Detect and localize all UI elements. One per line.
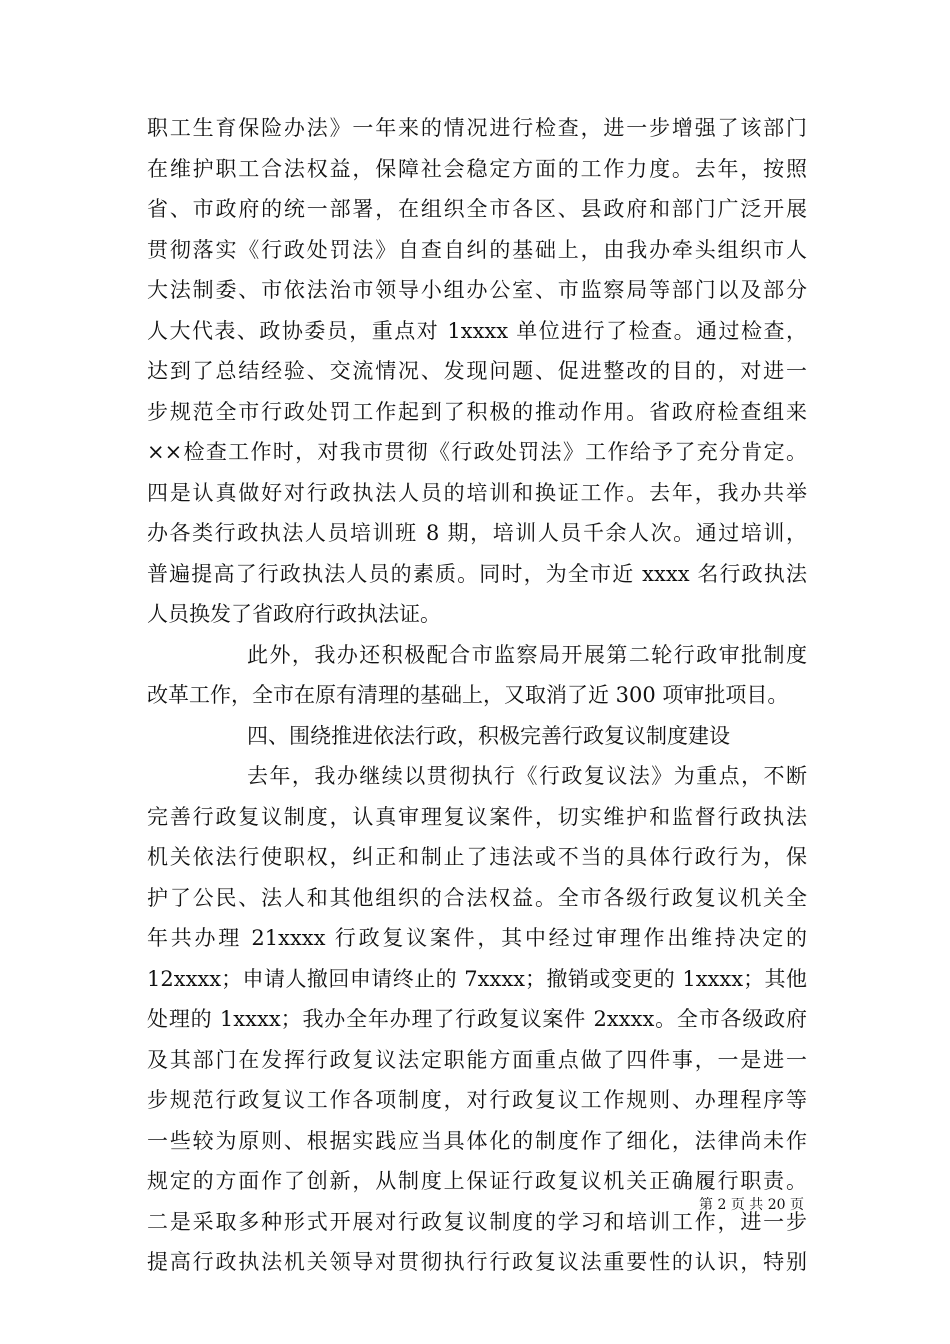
text-line-17: 去年，我办继续以贯彻执行《行政复议法》为重点，不断 (247, 764, 807, 788)
text-line-29: 提高行政执法机关领导对贯彻执行行政复议法重要性的认识，特别 (147, 1250, 807, 1274)
text-line-26: 一些较为原则、根据实践应当具体化的制度作了细化，法律尚未作 (147, 1128, 807, 1153)
text-line-9: ××检查工作时，对我市贯彻《行政处罚法》工作给予了充分肯定。 (147, 440, 807, 464)
text-line-24: 及其部门在发挥行政复议法定职能方面重点做了四件事，一是进一 (147, 1047, 807, 1072)
text-line-10: 四是认真做好对行政执法人员的培训和换证工作。去年，我办共举 (147, 480, 807, 505)
section-heading: 四、围绕推进依法行政，积极完善行政复议制度建设 (247, 723, 730, 748)
text-line-1: 职工生育保险办法》一年来的情况进行检查，进一步增强了该部门 (147, 116, 807, 140)
text-line-18: 完善行政复议制度，认真审理复议案件，切实维护和监督行政执法 (147, 804, 807, 829)
text-line-20: 护了公民、法人和其他组织的合法权益。全市各级行政复议机关全 (147, 885, 807, 910)
page-number-label: 第 2 页 共 20 页 (699, 1197, 804, 1213)
text-line-11: 办各类行政执法人员培训班 8 期，培训人员千余人次。通过培训， (147, 521, 807, 545)
text-line-21: 年共办理 21xxxx 行政复议案件，其中经过审理作出维持决定的 (147, 926, 807, 950)
text-line-19: 机关依法行使职权，纠正和制止了违法或不当的具体行政行为，保 (147, 845, 807, 869)
text-line-22: 12xxxx；申请人撤回申请终止的 7xxxx；撤销或变更的 1xxxx；其他 (147, 966, 807, 991)
text-line-8: 步规范全市行政处罚工作起到了积极的推动作用。省政府检查组来 (147, 399, 807, 424)
text-line-3: 省、市政府的统一部署，在组织全市各区、县政府和部门广泛开展 (147, 197, 807, 221)
text-line-25: 步规范行政复议工作各项制度，对行政复议工作规则、办理程序等 (147, 1088, 807, 1112)
text-line-13: 人员换发了省政府行政执法证。 (147, 602, 441, 626)
text-line-28: 二是采取多种形式开展对行政复议制度的学习和培训工作，进一步 (147, 1209, 807, 1234)
text-line-27: 规定的方面作了创新，从制度上保证行政复议机关正确履行职责。 (147, 1169, 807, 1193)
text-line-23: 处理的 1xxxx；我办全年办理了行政复议案件 2xxxx。全市各级政府 (147, 1007, 807, 1031)
text-line-2: 在维护职工合法权益，保障社会稳定方面的工作力度。去年，按照 (147, 156, 807, 181)
text-line-15: 改革工作，全市在原有清理的基础上，又取消了近 300 项审批项目。 (147, 683, 789, 707)
text-line-7: 达到了总结经验、交流情况、发现问题、促进整改的目的，对进一 (147, 359, 807, 383)
page-footer (0, 1194, 950, 1214)
text-line-4: 贯彻落实《行政处罚法》自查自纠的基础上，由我办牵头组织市人 (147, 237, 807, 262)
text-line-12: 普遍提高了行政执法人员的素质。同时，为全市近 xxxx 名行政执法 (147, 561, 807, 586)
document-body (147, 108, 807, 1283)
text-line-5: 大法制委、市依法治市领导小组办公室、市监察局等部门以及部分 (147, 278, 807, 302)
text-line-6: 人大代表、政协委员，重点对 1xxxx 单位进行了检查。通过检查， (147, 318, 807, 343)
text-line-14: 此外，我办还积极配合市监察局开展第二轮行政审批制度 (247, 642, 807, 667)
